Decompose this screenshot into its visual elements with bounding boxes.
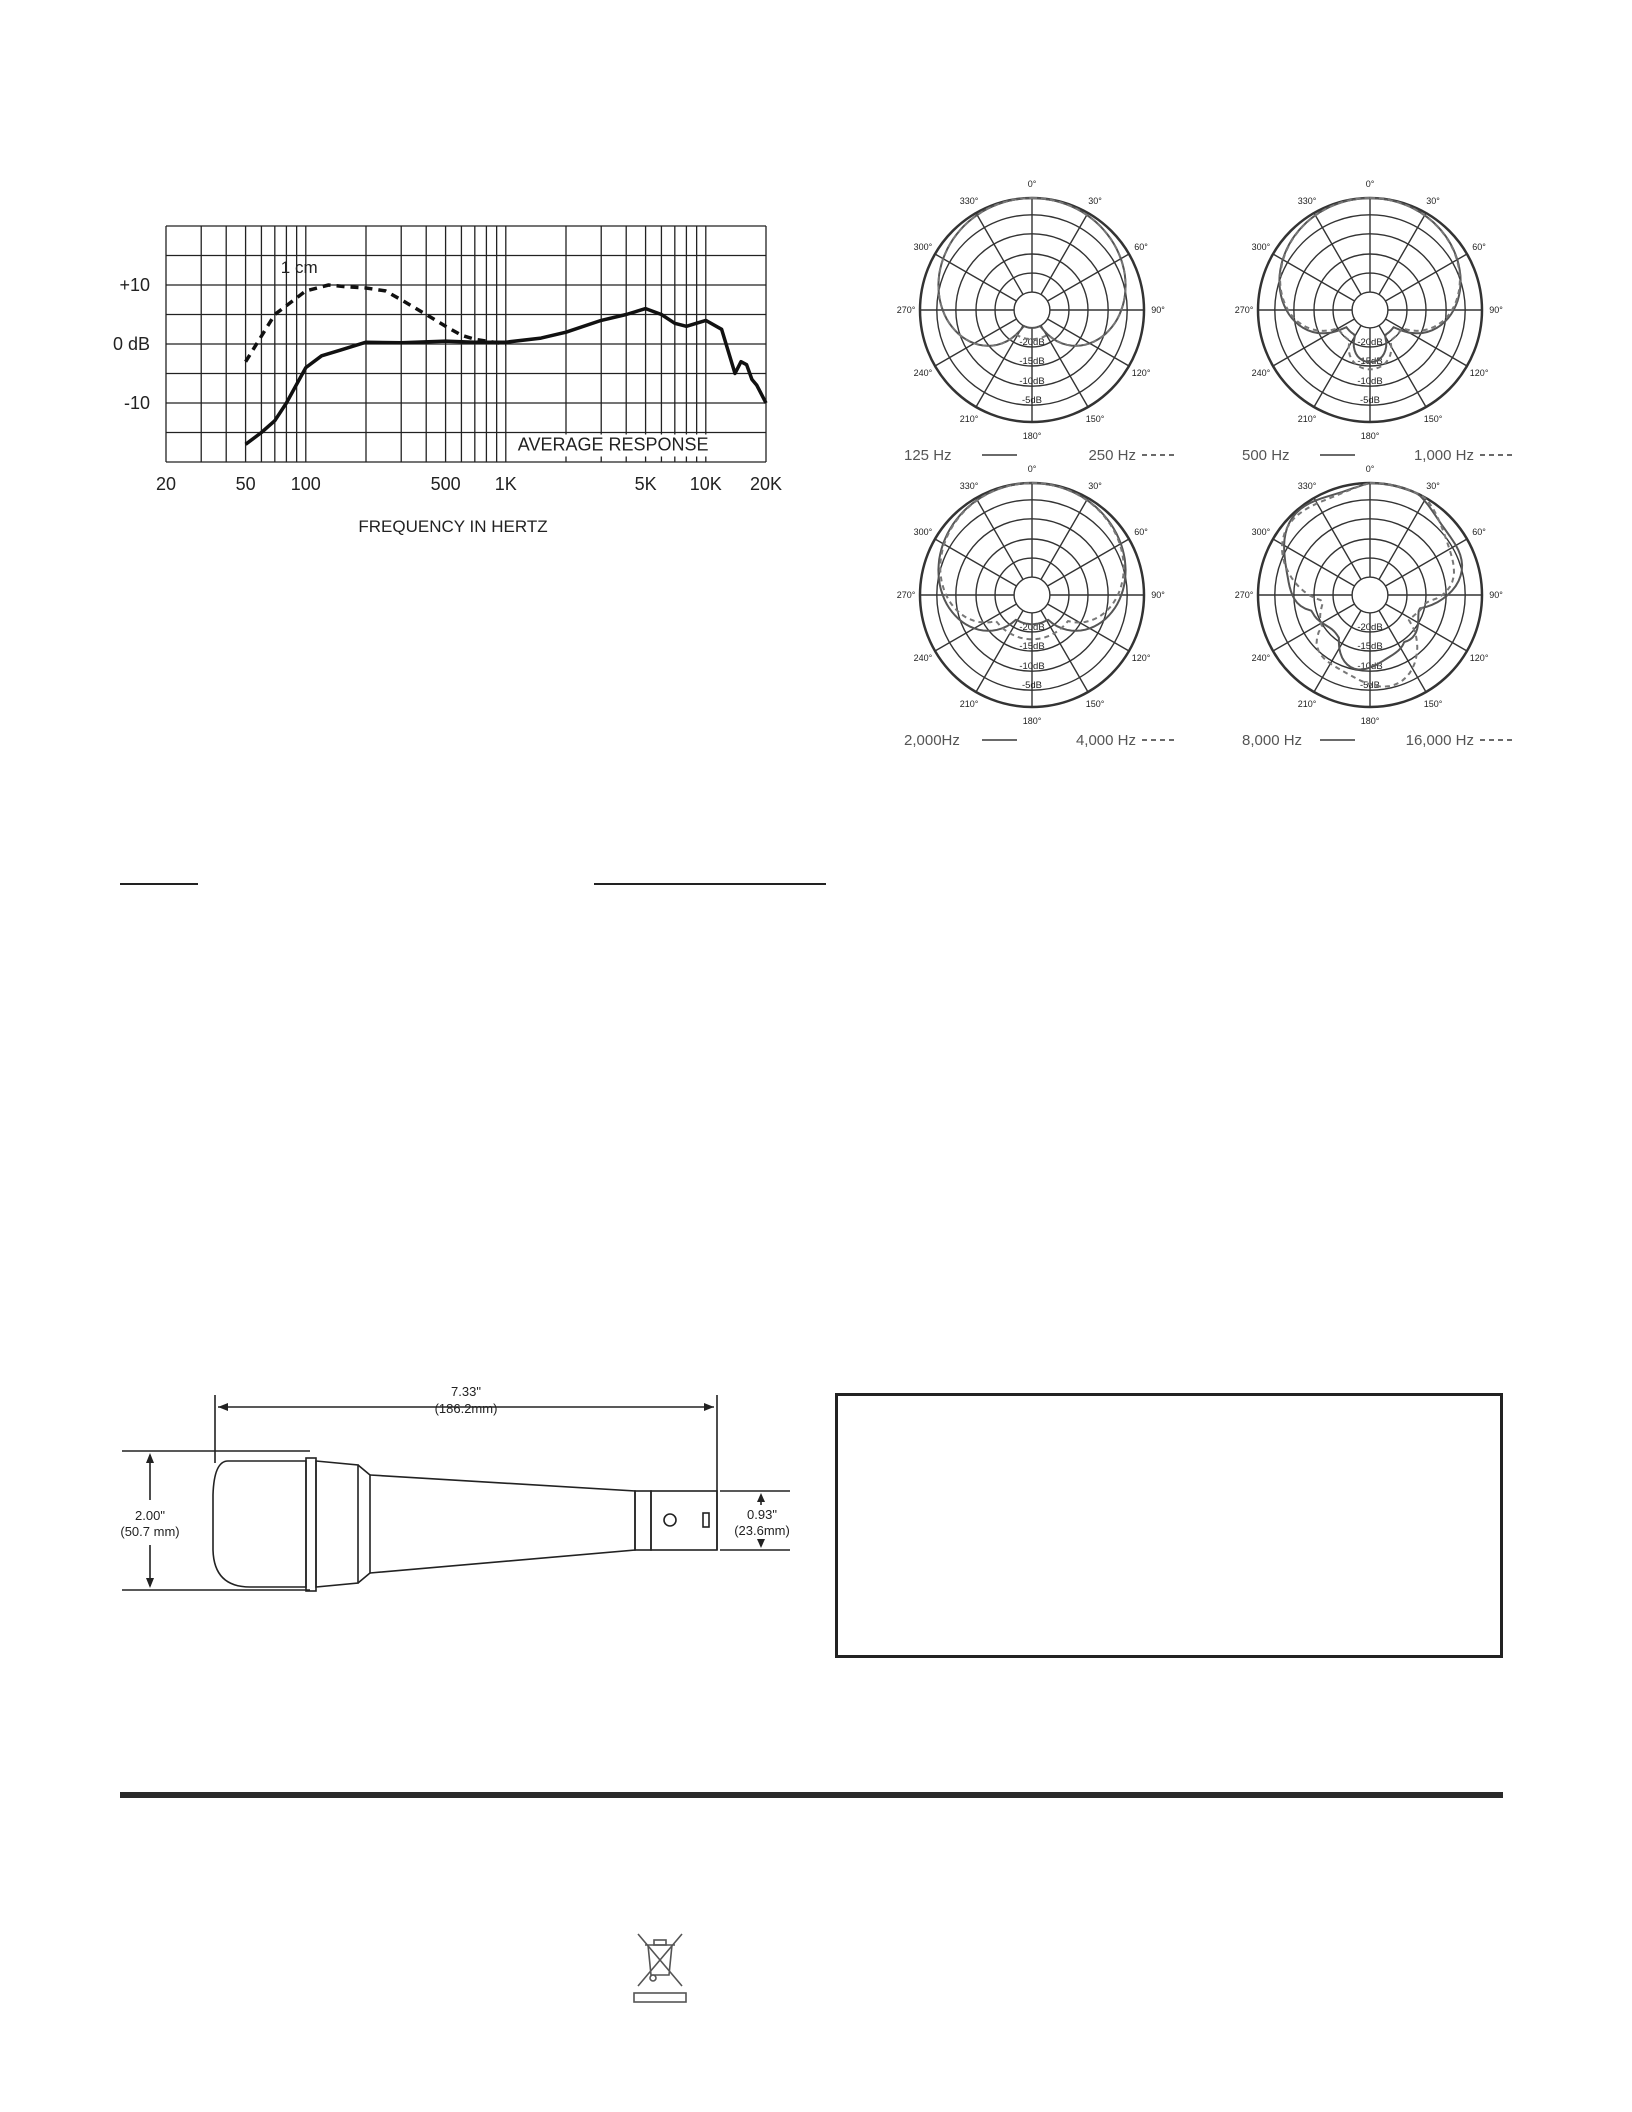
footer-divider xyxy=(120,1792,1503,1798)
x-tick-label: 50 xyxy=(235,474,256,494)
x-tick-label: 100 xyxy=(290,474,321,494)
polar-angle-label: 60° xyxy=(1134,242,1148,252)
polar-angle-label: 120° xyxy=(1469,653,1489,663)
polar-angle-label: 180° xyxy=(1360,716,1380,726)
polar-angle-label: 210° xyxy=(959,414,979,425)
polar-angle-label: 120° xyxy=(1469,368,1489,378)
polar-ring-label: -20dB xyxy=(1019,336,1045,348)
polar-angle-label: 330° xyxy=(1297,195,1317,206)
series-label-1cm: 1 cm xyxy=(280,258,318,278)
polar-angle-label: 240° xyxy=(1251,653,1271,663)
polar-angle-label: 60° xyxy=(1472,527,1486,537)
polar-angle-label: 90° xyxy=(1489,305,1503,315)
polar-ring-label: -5dB xyxy=(1021,395,1043,407)
polar-angle-label: 30° xyxy=(1088,480,1102,491)
y-tick-label: +10 xyxy=(119,275,150,295)
polar-angle-label: 60° xyxy=(1472,242,1486,252)
polar-ring-label: -10dB xyxy=(1357,661,1383,673)
polar-angle-label: 240° xyxy=(1251,368,1271,378)
polar-angle-label: 180° xyxy=(1022,716,1042,726)
polar-angle-label: 300° xyxy=(913,242,933,252)
length-value-mm: (186.2mm) xyxy=(434,1401,498,1416)
polar-ring-label: -5dB xyxy=(1021,680,1043,692)
polar-angle-label: 300° xyxy=(1251,242,1271,252)
polar-chart-3 xyxy=(897,464,1174,749)
polar-angle-label: 90° xyxy=(1151,590,1165,600)
x-tick-label: 20 xyxy=(155,474,177,494)
polar-pattern-charts xyxy=(880,175,1520,765)
polar-chart-2 xyxy=(1235,179,1512,464)
handle-ring xyxy=(635,1491,651,1550)
frequency-response-chart xyxy=(110,210,810,540)
y-tick-labels xyxy=(113,275,150,413)
polar-angle-label: 270° xyxy=(1234,305,1254,315)
polar-legend-solid-label: 8,000 Hz xyxy=(1242,732,1303,749)
polar-angle-label: 210° xyxy=(1297,699,1317,710)
polar-angle-label: 300° xyxy=(913,527,933,537)
polar-legend-solid-label: 500 Hz xyxy=(1242,447,1290,464)
polar-ring-label: -10dB xyxy=(1019,376,1045,388)
polar-ring-label: -15dB xyxy=(1357,356,1383,367)
polar-legend-dashed-label: 4,000 Hz xyxy=(1075,732,1136,749)
polar-angle-label: 150° xyxy=(1085,699,1105,710)
polar-angle-label: 330° xyxy=(959,195,979,206)
polar-ring-label: -20dB xyxy=(1357,336,1383,348)
x-axis-label: FREQUENCY IN HERTZ xyxy=(358,517,548,536)
y-tick-label: -10 xyxy=(123,393,150,413)
average-response-label: AVERAGE RESPONSE xyxy=(517,434,709,455)
polar-angle-label: 300° xyxy=(1251,527,1271,537)
polar-angle-label: 240° xyxy=(913,368,933,378)
polar-ring-label: -15dB xyxy=(1019,356,1045,367)
connector-diameter-value: 0.93" xyxy=(747,1507,777,1522)
grille-ring xyxy=(306,1458,316,1591)
polar-angle-label: 0° xyxy=(1027,179,1037,189)
polar-angle-label: 30° xyxy=(1426,195,1440,206)
microphone-grille xyxy=(213,1461,306,1587)
polar-angle-label: 270° xyxy=(896,305,916,315)
x-tick-label: 10K xyxy=(689,474,722,494)
polar-angle-label: 330° xyxy=(959,480,979,491)
polar-legend-solid-label: 125 Hz xyxy=(904,447,952,464)
polar-ring-label: -20dB xyxy=(1357,621,1383,633)
length-value: 7.33" xyxy=(451,1385,481,1399)
polar-angle-label: 0° xyxy=(1027,464,1037,474)
polar-chart-1 xyxy=(897,179,1174,464)
section-heading-underline-left xyxy=(120,883,198,885)
polar-angle-label: 150° xyxy=(1423,699,1443,710)
y-tick-label: 0 dB xyxy=(112,334,150,354)
polar-ring-label: -10dB xyxy=(1357,376,1383,388)
polar-ring-label: -5dB xyxy=(1359,395,1381,407)
polar-angle-label: 270° xyxy=(1234,590,1254,600)
polar-angle-label: 210° xyxy=(1297,414,1317,425)
x-tick-label: 500 xyxy=(430,474,461,494)
polar-angle-label: 120° xyxy=(1131,368,1151,378)
polar-angle-label: 240° xyxy=(913,653,933,663)
polar-angle-label: 180° xyxy=(1360,431,1380,441)
polar-angle-label: 30° xyxy=(1088,195,1102,206)
polar-angle-label: 60° xyxy=(1134,527,1148,537)
polar-angle-label: 30° xyxy=(1426,480,1440,491)
x-tick-label: 1K xyxy=(494,474,517,494)
x-tick-label: 5K xyxy=(634,474,657,494)
connector-diameter-value-mm: (23.6mm) xyxy=(734,1523,790,1538)
polar-angle-label: 330° xyxy=(1297,480,1317,491)
polar-angle-label: 150° xyxy=(1085,414,1105,425)
xlr-connector xyxy=(651,1491,717,1550)
polar-ring-label: -15dB xyxy=(1019,641,1045,652)
polar-angle-label: 90° xyxy=(1489,590,1503,600)
section-heading-underline-right xyxy=(594,883,826,885)
polar-ring-label: -5dB xyxy=(1359,680,1381,692)
polar-angle-label: 120° xyxy=(1131,653,1151,663)
polar-legend-dashed-label: 250 Hz xyxy=(1088,447,1136,464)
polar-ring-label: -15dB xyxy=(1357,641,1383,652)
x-tick-labels xyxy=(156,474,782,494)
polar-ring-label: -10dB xyxy=(1019,661,1045,673)
microphone-dimension-drawing xyxy=(110,1385,810,1605)
notice-box xyxy=(835,1393,1503,1658)
crossed-bin-icon xyxy=(630,1930,690,2005)
polar-angle-label: 270° xyxy=(896,590,916,600)
polar-legend-dashed-label: 16,000 Hz xyxy=(1405,732,1474,749)
polar-legend-solid-label: 2,000Hz xyxy=(904,732,960,749)
polar-angle-label: 0° xyxy=(1365,179,1375,189)
head-diameter-value: 2.00" xyxy=(135,1508,165,1523)
x-tick-label: 20K xyxy=(749,474,783,494)
polar-dashed-curve xyxy=(1282,480,1454,687)
polar-angle-label: 180° xyxy=(1022,431,1042,441)
polar-chart-4 xyxy=(1235,464,1512,749)
polar-ring-label: -20dB xyxy=(1019,621,1045,633)
polar-angle-label: 210° xyxy=(959,699,979,710)
polar-angle-label: 90° xyxy=(1151,305,1165,315)
polar-legend-dashed-label: 1,000 Hz xyxy=(1413,447,1474,464)
polar-angle-label: 0° xyxy=(1365,464,1375,474)
head-diameter-value-mm: (50.7 mm) xyxy=(120,1524,180,1539)
series-1cm-line xyxy=(246,285,506,362)
polar-angle-label: 150° xyxy=(1423,414,1443,425)
